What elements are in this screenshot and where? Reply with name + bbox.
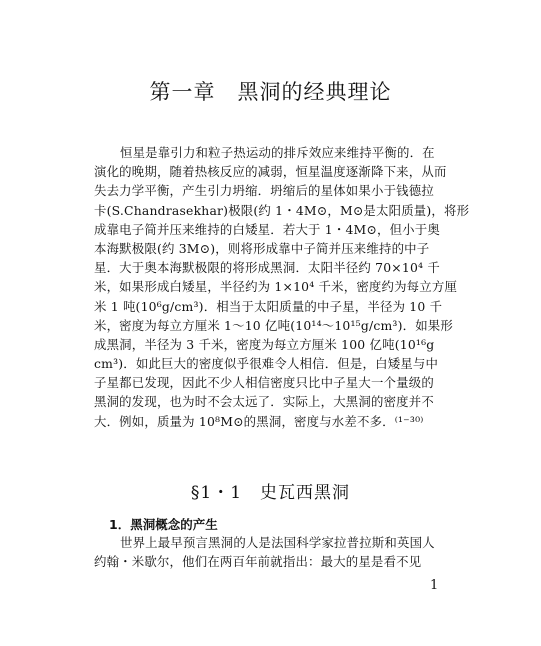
- paragraph-line: 成黑洞，半径为 3 千米，密度为每立方厘米 100 亿吨(10¹⁶g: [94, 336, 435, 352]
- paragraph-line: 卡(S.Chandrasekhar)极限(约 1・4M⊙，M⊙是太阳质量)，将形: [94, 202, 470, 218]
- paragraph-line: 恒星是靠引力和粒子热运动的排斥效应来维持平衡的．在: [120, 145, 435, 160]
- subsection-title: 1．黑洞概念的产生: [109, 517, 218, 532]
- paragraph-line: 失去力学平衡，产生引力坍缩．坍缩后的星体如果小于钱德拉: [94, 183, 434, 199]
- paragraph-line: 世界上最早预言黑洞的人是法国科学家拉普拉斯和英国人: [120, 535, 435, 550]
- paragraph-line: 约翰・米歇尔，他们在两百年前就指出：最大的星是看不见: [94, 554, 422, 570]
- paragraph-line: 本海默极限(约 3M⊙)，则将形成靠中子简并压来维持的中子: [94, 240, 430, 256]
- paragraph-line: 成靠电子简并压来维持的白矮星．若大于 1・4M⊙，但小于奥: [94, 221, 440, 237]
- page-number: 1: [430, 578, 439, 593]
- paragraph-line: 黑洞的发现，也为时不会太远了．实际上，大黑洞的密度并不: [94, 394, 434, 410]
- paragraph-line: 米，如果形成白矮星，半径约为 1×10⁴ 千米，密度约为每立方厘: [94, 279, 458, 295]
- paragraph-line: 演化的晚期，随着热核反应的减弱，恒星温度逐渐降下来，从而: [94, 164, 447, 180]
- chapter-title: 第一章 黑洞的经典理论: [149, 80, 392, 104]
- paragraph-line: 星．大于奥本海默极限的将形成黑洞．太阳半径约 70×10⁴ 千: [94, 260, 440, 276]
- section-paragraph: [94, 533, 464, 571]
- section-title: §1・1 史瓦西黑洞: [190, 483, 351, 503]
- paragraph-line: 大．例如，质量为 10⁸M⊙的黑洞，密度与水差不多．⁽¹⁻³⁰⁾: [94, 413, 424, 429]
- paragraph-line: 子星都已发现，因此不少人相信密度只比中子星大一个量级的: [94, 375, 434, 391]
- paragraph-line: 米，密度为每立方厘米 1～10 亿吨(10¹⁴～10¹⁵g/cm³)．如果形: [94, 317, 453, 333]
- paragraph-line: 米 1 吨(10⁶g/cm³)．相当于太阳质量的中子星，半径为 10 千: [94, 298, 443, 314]
- paragraph-line: cm³)．如此巨大的密度似乎很难令人相信．但是，白矮星与中: [94, 356, 439, 372]
- intro-paragraph: [94, 143, 470, 431]
